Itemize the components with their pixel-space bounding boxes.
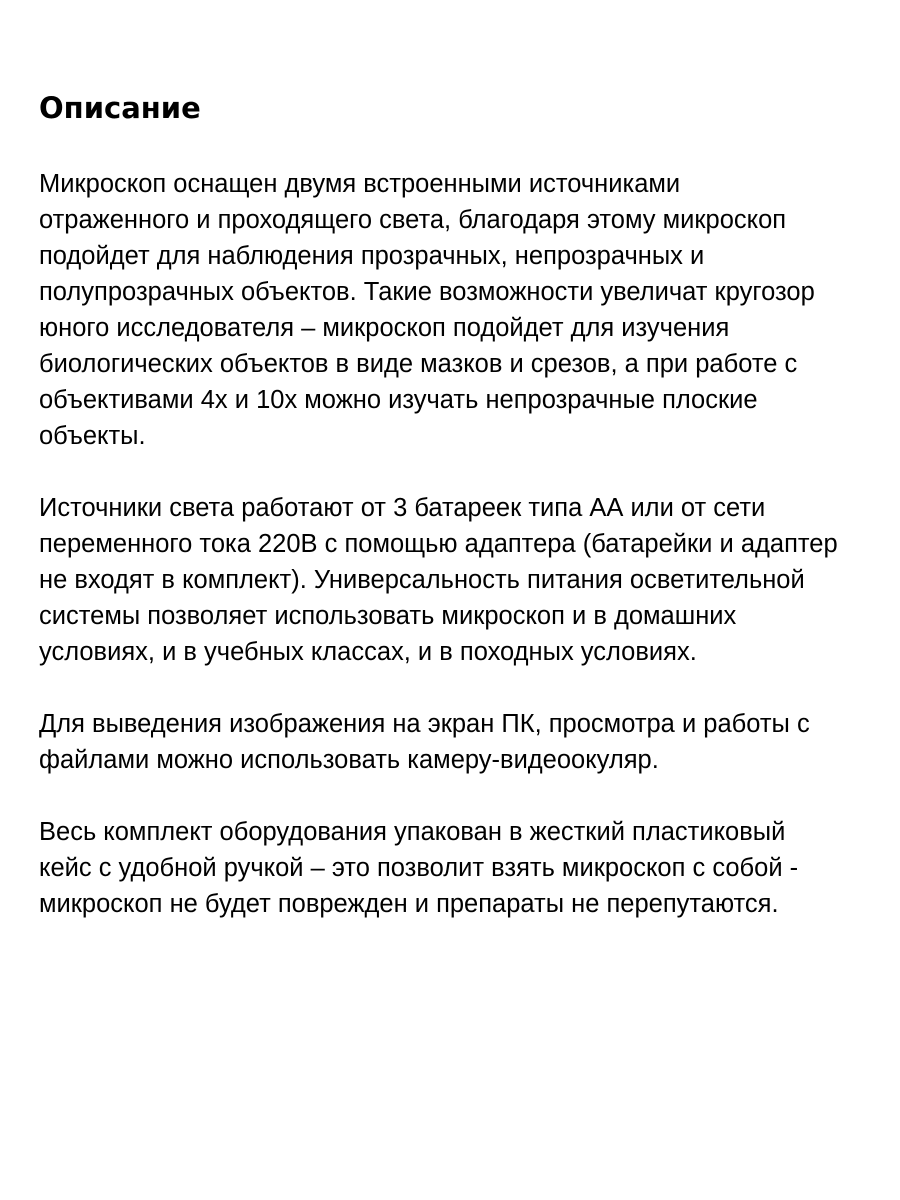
text-line: полупрозрачных объектов. Такие возможности увеличат кругозор	[39, 278, 815, 306]
text-line: системы позволяет использовать микроскоп и в домашних	[39, 602, 737, 630]
text-line: Весь комплект оборудования упакован в жесткий пластиковый	[39, 818, 786, 846]
text-line: подойдет для наблюдения прозрачных, непрозрачных и	[39, 242, 705, 270]
paragraph-light-sources	[39, 166, 815, 454]
text-line: Для выведения изображения на экран ПК, просмотра и работы с	[39, 710, 810, 738]
text-line: юного исследователя – микроскоп подойдет для изучения	[39, 314, 730, 342]
paragraph-camera	[39, 706, 810, 778]
text-line: не входят в комплект). Универсальность питания осветительной	[39, 566, 805, 594]
text-line: Микроскоп оснащен двумя встроенными источниками	[39, 170, 681, 198]
text-line: файлами можно использовать камеру-видеоокуляр.	[39, 746, 659, 774]
paragraph-case	[39, 814, 798, 922]
text-line: микроскоп не будет поврежден и препараты не перепутаются.	[39, 890, 779, 918]
description-page	[39, 0, 897, 1200]
text-line: условиях, и в учебных классах, и в походных условиях.	[39, 638, 697, 666]
text-line: объекты.	[39, 422, 146, 450]
text-line: биологических объектов в виде мазков и срезов, а при работе с	[39, 350, 798, 378]
text-line: отраженного и проходящего света, благодаря этому микроскоп	[39, 206, 787, 234]
text-line: объективами 4х и 10х можно изучать непрозрачные плоские	[39, 386, 758, 414]
text-line: кейс с удобной ручкой – это позволит взять микроскоп с собой -	[39, 854, 799, 882]
paragraph-power-supply	[39, 490, 838, 670]
page-title: Описание	[39, 91, 201, 125]
text-line: Источники света работают от 3 батареек типа АА или от сети	[39, 494, 766, 522]
text-line: переменного тока 220В с помощью адаптера (батарейки и адаптер	[39, 530, 838, 558]
